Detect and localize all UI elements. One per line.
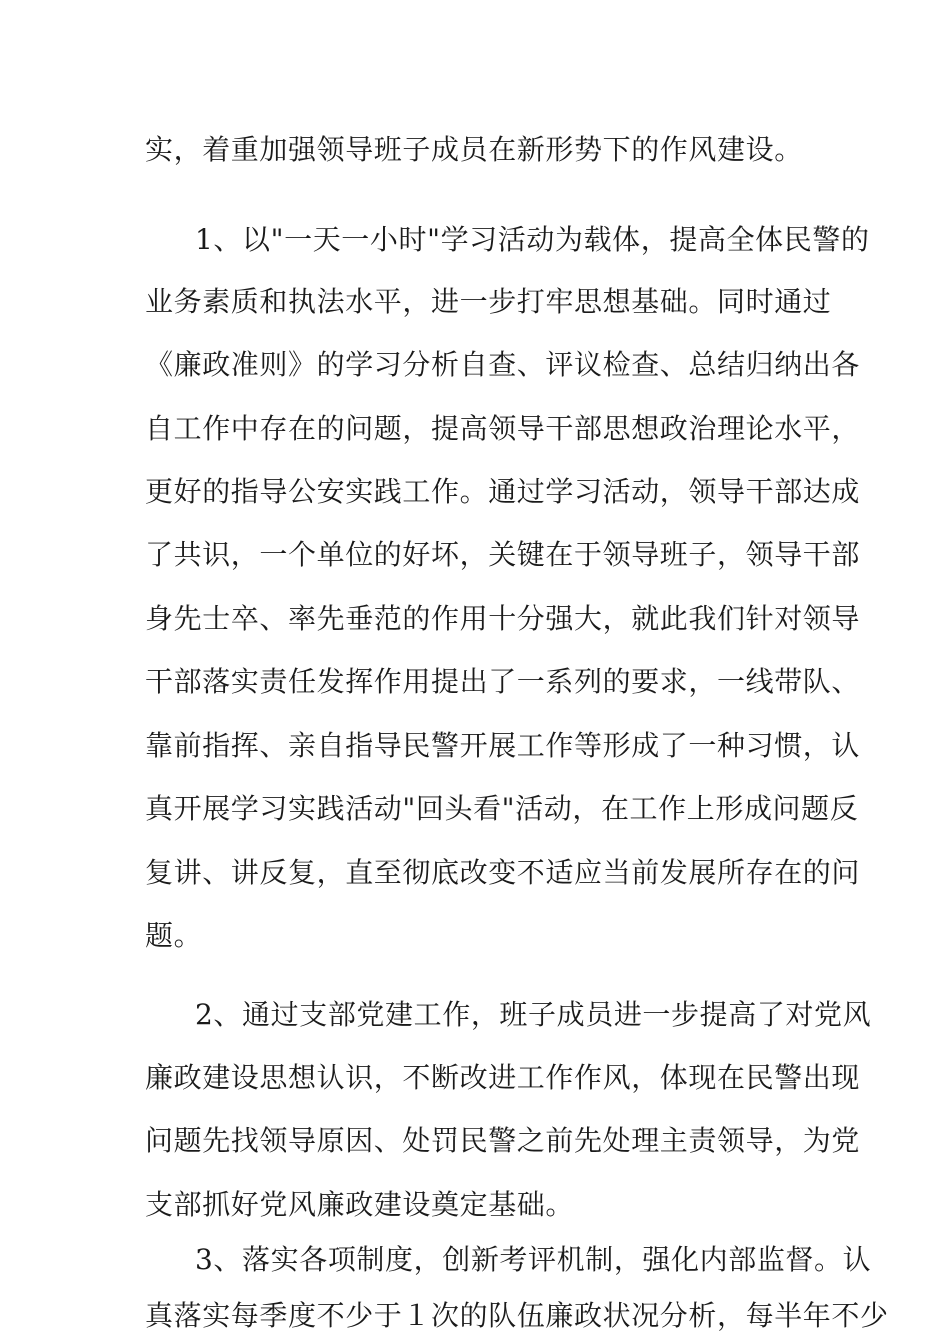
text-line: 2、通过支部党建工作，班子成员进一步提高了对党风 — [195, 998, 872, 1031]
text-line: 业务素质和执法水平，进一步打牢思想基础。同时通过 — [145, 285, 832, 318]
text-line: 支部抓好党风廉政建设奠定基础。 — [145, 1188, 575, 1221]
text-line: 1、以"一天一小时"学习活动为载体，提高全体民警的 — [195, 223, 870, 256]
text-line: 廉政建设思想认识，不断改进工作作风，体现在民警出现 — [145, 1061, 861, 1094]
text-line: 干部落实责任发挥作用提出了一系列的要求，一线带队、 — [145, 665, 861, 698]
text-line: 真落实每季度不少于１次的队伍廉政状况分析，每半年不少 — [145, 1299, 889, 1332]
text-line: 更好的指导公安实践工作。通过学习活动，领导干部达成 — [145, 475, 861, 508]
text-line: 靠前指挥、亲自指导民警开展工作等形成了一种习惯，认 — [145, 729, 861, 762]
text-line: 3、落实各项制度，创新考评机制，强化内部监督。认 — [195, 1243, 872, 1276]
text-line: 真开展学习实践活动"回头看"活动，在工作上形成问题反 — [145, 792, 859, 825]
text-line: 了共识，一个单位的好坏，关键在于领导班子，领导干部 — [145, 538, 861, 571]
text-line: 《廉政准则》的学习分析自查、评议检查、总结归纳出各 — [145, 348, 861, 381]
text-line: 复讲、讲反复，直至彻底改变不适应当前发展所存在的问 — [145, 856, 861, 889]
text-line: 自工作中存在的问题，提高领导干部思想政治理论水平， — [145, 412, 861, 445]
text-line: 实，着重加强领导班子成员在新形势下的作风建设。 — [145, 133, 803, 166]
text-line: 题。 — [145, 919, 203, 952]
text-line: 身先士卒、率先垂范的作用十分强大，就此我们针对领导 — [145, 602, 861, 635]
text-line: 问题先找领导原因、处罚民警之前先处理主责领导，为党 — [145, 1124, 861, 1157]
